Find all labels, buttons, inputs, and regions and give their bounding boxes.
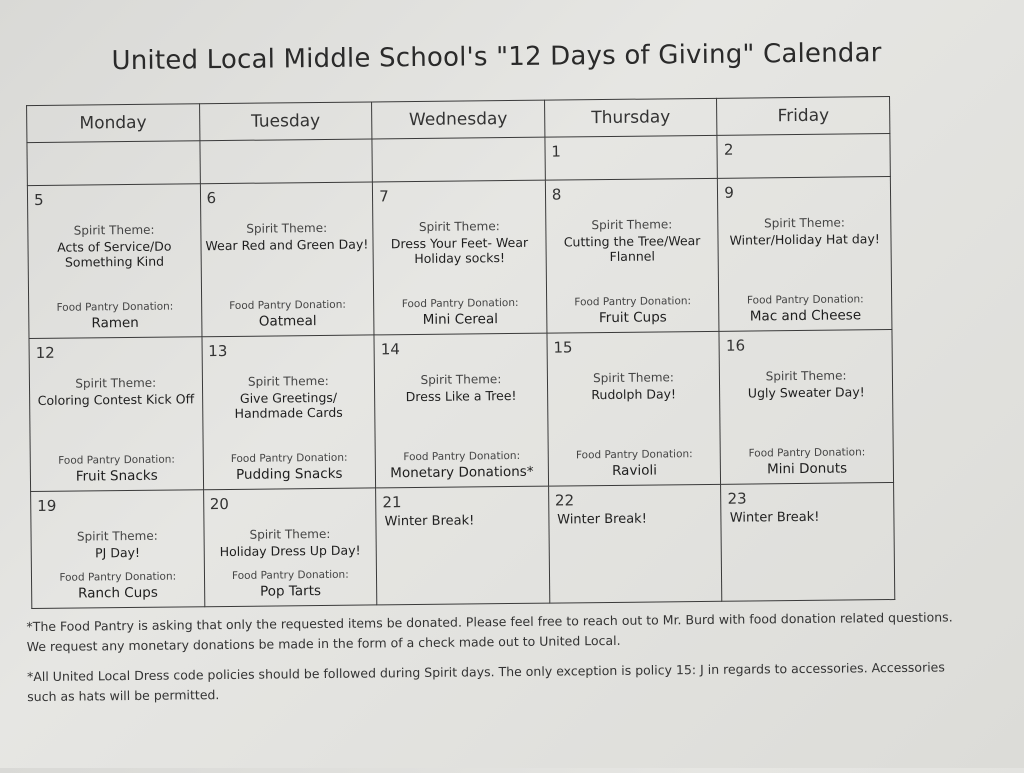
calendar-day-cell [200,182,374,337]
calendar-week-row [31,483,895,609]
dress-code-note: *All United Local Dress code policies should be followed during Spirit days. The only exception is policy 15: J in regards to accessories. Accessories such as hats will be permitted. [26,659,945,705]
spirit-theme-label: Spirit Theme: [76,528,158,544]
calendar-day-cell [202,335,376,490]
weekday-header: Monday [27,104,200,143]
spirit-theme-label: Spirit Theme: [420,372,502,387]
weekday-header: Friday [717,97,890,136]
food-pantry-label: Food Pantry Donation: [230,451,348,465]
food-pantry-value: Ravioli [611,462,657,479]
day-content [206,365,371,483]
food-pantry-label: Food Pantry Donation: [748,446,866,460]
calendar-day-cell [27,184,201,339]
spirit-theme-value: Coloring Contest Kick Off [37,391,195,408]
spirit-theme-label: Spirit Theme: [764,215,845,231]
calendar-day-cell [203,488,377,607]
page-title: United Local Middle School's "12 Days of Giving" Calendar [111,38,882,77]
food-pantry-note: *The Food Pantry is asking that only the requested items be donated. Please feel free to reach out to Mr. Burd with food donation related questions. We request any monetary donations be made in the form of a check made out to United Local. [26,609,953,655]
day-number: 21 [382,493,402,512]
food-pantry-value: Fruit Snacks [75,467,158,485]
winter-break-text: Winter Break! [557,511,647,528]
food-pantry-value: Mac and Cheese [749,307,862,325]
calendar-day-cell [548,484,722,603]
day-content [34,367,199,485]
food-pantry-value: Monetary Donations* [390,463,534,482]
day-number: 8 [551,185,562,204]
day-number: 2 [723,140,734,159]
day-number: 22 [554,491,575,510]
day-number: 1 [551,142,561,161]
spirit-theme-label: Spirit Theme: [591,217,673,233]
calendar-day-cell [200,139,373,184]
day-number: 14 [380,340,401,359]
day-number: 20 [209,494,230,514]
day-number: 7 [379,187,389,206]
spirit-theme-value: Give Greetings/ Handmade Cards [234,389,343,421]
day-content [552,362,717,480]
food-pantry-value: Mini Donuts [766,460,848,478]
calendar-week-row [27,177,892,339]
winter-break-text: Winter Break! [384,513,475,530]
calendar-day-cell [376,486,550,605]
day-content [208,518,372,600]
day-number: 23 [727,489,747,508]
spirit-theme-value: Dress Your Feet- Wear Holiday socks! [390,234,529,267]
day-number: 19 [37,496,57,515]
spirit-theme-value: PJ Day! [95,544,141,561]
spirit-theme-value: Acts of Service/Do Something Kind [57,238,172,270]
spirit-theme-value: Holiday Dress Up Day! [219,542,361,560]
food-pantry-value: Ramen [91,314,139,332]
calendar-day-cell [373,180,547,335]
calendar-day-cell [721,483,895,602]
calendar-day-cell [545,178,719,333]
weekday-header: Thursday [544,98,717,137]
food-pantry-label: Food Pantry Donation: [58,453,175,467]
food-pantry-value: Ranch Cups [77,584,158,602]
calendar-day-cell [374,333,548,488]
weekday-header: Tuesday [199,102,372,141]
food-pantry-label: Food Pantry Donation: [575,448,693,462]
day-number: 5 [33,190,44,209]
calendar-day-cell [545,135,718,180]
food-pantry-value: Pudding Snacks [236,465,343,483]
spirit-theme-label: Spirit Theme: [73,222,155,238]
food-pantry-value: Mini Cereal [422,311,499,328]
food-pantry-value: Oatmeal [258,313,317,330]
spirit-theme-label: Spirit Theme: [249,526,331,542]
day-content [723,207,888,325]
calendar-table [26,96,895,609]
spirit-theme-value: Rudolph Day! [591,386,677,403]
day-number: 6 [206,189,217,208]
food-pantry-label: Food Pantry Donation: [401,296,519,311]
calendar-day-cell [717,134,890,179]
spirit-theme-label: Spirit Theme: [593,370,674,386]
calendar-week-row [29,330,894,492]
calendar-day-cell [719,330,893,485]
spirit-theme-value: Winter/Holiday Hat day! [729,231,880,248]
day-content [377,211,542,329]
day-number: 13 [208,341,228,361]
food-pantry-value: Pop Tarts [259,583,322,600]
food-pantry-label: Food Pantry Donation: [231,568,349,582]
spirit-theme-label: Spirit Theme: [246,220,328,236]
day-number: 12 [35,343,55,362]
food-pantry-value: Fruit Cups [598,309,667,327]
weekday-header: Wednesday [372,100,545,139]
spirit-theme-value: Wear Red and Green Day! [205,236,369,254]
day-number: 16 [725,336,746,355]
spirit-theme-label: Spirit Theme: [75,375,157,391]
food-pantry-label: Food Pantry Donation: [56,300,174,314]
spirit-theme-value: Ugly Sweater Day! [747,384,865,401]
food-pantry-label: Food Pantry Donation: [59,570,177,584]
calendar-day-cell [372,137,545,182]
food-pantry-label: Food Pantry Donation: [403,449,521,464]
day-number: 9 [724,183,735,202]
spirit-theme-label: Spirit Theme: [418,219,500,234]
spirit-theme-value: Cutting the Tree/Wear Flannel [563,233,701,264]
day-content [32,214,197,332]
day-content [205,212,370,330]
day-content [724,360,889,478]
winter-break-text: Winter Break! [729,509,820,526]
calendar-day-cell [29,337,203,492]
calendar-day-cell [31,490,205,609]
day-content [379,364,544,482]
spirit-theme-value: Dress Like a Tree! [405,387,517,405]
food-pantry-label: Food Pantry Donation: [574,295,692,309]
food-pantry-label: Food Pantry Donation: [229,298,346,312]
day-content [550,209,715,327]
day-content [35,520,199,602]
food-pantry-label: Food Pantry Donation: [746,293,864,307]
spirit-theme-label: Spirit Theme: [765,368,847,384]
day-number: 15 [553,338,573,357]
calendar-day-cell [718,177,892,332]
calendar-day-cell [27,141,200,186]
calendar-day-cell [547,331,721,486]
spirit-theme-label: Spirit Theme: [247,373,329,389]
